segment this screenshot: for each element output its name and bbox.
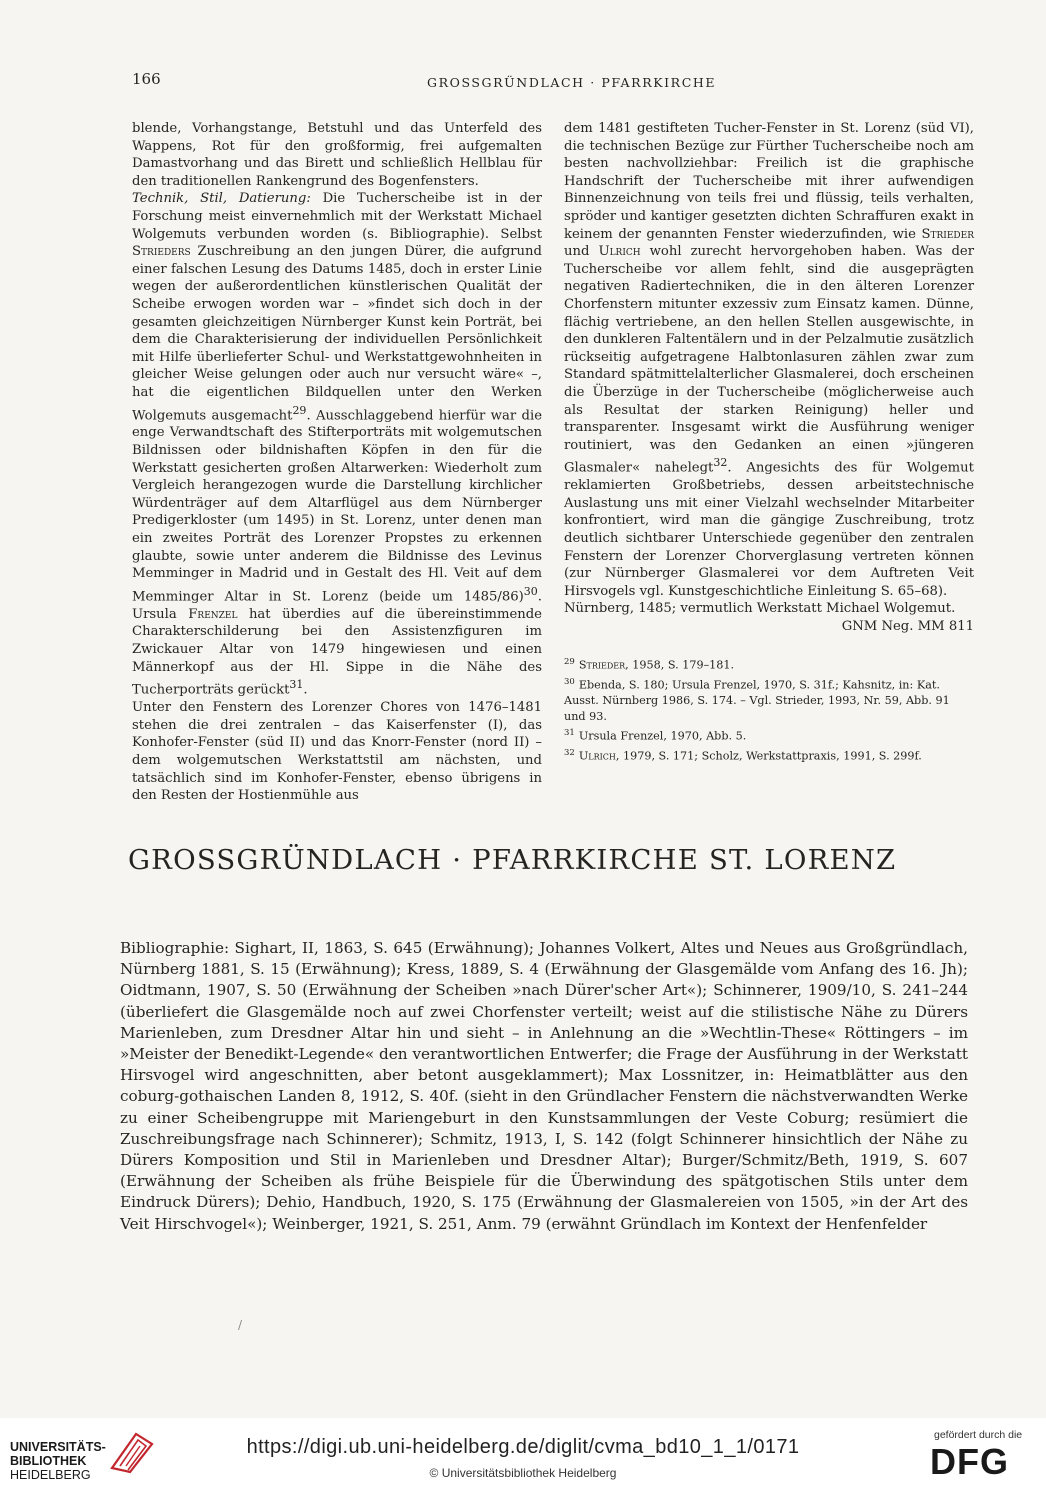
- bibliography: Bibliographie: Sighart, II, 1863, S. 645 (Erwähnung); Johannes Volkert, Altes und Neues aus Großgründlach, Nürnberg 1881, S. 15 (Erwähnung); Kress, 1889, S. 4 (Erwähnung der Glasgemälde vom Anfang des 16. Jh); Oidtmann, 1907, S. 50 (Erwähnung der Scheiben »nach Dürer'scher Art«); Schinnerer, 1909/10, S. 241–244 (überliefert die Glasgemälde noch auf zwei Chorfenster verteilt; weist auf die stilistische Nähe zu Dürers Marienleben, zum Dresdner Altar hin und sieht – in Anlehnung an die »Wechtlin-These« Röttingers – im »Meister der Benedikt-Legende« den verantwortlichen Entwerfer; die Frage der Ausführung in der Werkstatt Hirsvogel wird angeschnitten, aber betont ausgeklammert); Max Lossnitzer, in: Heimatblätter aus den coburg-gothaischen Landen 8, 1912, S. 40f. (sieht in den Gründlacher Fenstern die nächstverwandten Werke zu einer Scheibengruppe mit Mariengeburt in den Kunstsammlungen der Veste Coburg; resümiert die Zuschreibungsfrage nach Schinnerer); Schmitz, 1913, I, S. 142 (folgt Schinnerer hinsichtlich der Nähe zu Dürers Komposition und Stil in Marienleben und Dresdner Altar); Burger/Schmitz/Beth, 1919, S. 607 (Erwähnung der Scheiben als frühe Beispiele für die Überwindung des spätgotischen Stils unter dem Eindruck Dürers); Dehio, Handbuch, 1920, S. 175 (Erwähnung der Glasmalereien von 1505, »in der Art des Veit Hirschvogel«); Weinberger, 1921, S. 251, Anm. 79 (erwähnt Gründlach im Kontext der Henfenfelder: [120, 939, 968, 1233]
- footnote-ref[interactable]: 30: [523, 584, 538, 598]
- document-url[interactable]: https://digi.ub.uni-heidelberg.de/diglit/cvma_bd10_1_1/0171: [246, 1436, 800, 1458]
- section-title: GROSSGRÜNDLACH · PFARRKIRCHE ST. LORENZ: [128, 844, 897, 876]
- left-column: [132, 120, 542, 805]
- footnote-ref[interactable]: 31: [289, 678, 304, 692]
- running-head: GROSSGRÜNDLACH · PFARRKIRCHE: [427, 75, 717, 90]
- footnotes: [564, 655, 974, 766]
- author-name: Strieder: [921, 226, 974, 242]
- footnote: $^{31}$ Ursula Frenzel, 1970, Abb. 5.: [564, 728, 747, 743]
- footnote-ref[interactable]: 29: [292, 403, 307, 417]
- page-number: 166: [132, 70, 161, 88]
- paragraph: blende, Vorhangstange, Betstuhl und das Unterfeld des Wappens, Rot für den großformig, frei aufgemalten Damastvorhang und das Birett und schließlich Hellblau für den traditionellen Rankengrund des Bogenfensters.: [132, 121, 542, 189]
- footnote-ref[interactable]: 32: [713, 456, 728, 470]
- right-column: [564, 120, 974, 636]
- author-name: Strieders: [132, 244, 191, 260]
- paragraph: Unter den Fenstern des Lorenzer Chores von 1476–1481 stehen die drei zentralen – das Kaiserfenster (I), das Konhofer-Fenster (süd II) und das Knorr-Fenster (nord II) – dem wolgemutschen Werkstattstil am nächsten, und tatsächlich sind im Konhofer-Fenster, ebenso übrigens in den Resten der Hostienmühle aus: [132, 700, 542, 804]
- dating-line: Nürnberg, 1485; vermutlich Werkstatt Michael Wolgemut.: [564, 601, 956, 617]
- author-name: Frenzel: [188, 606, 238, 622]
- author-name: Ulrich: [598, 244, 641, 260]
- copyright: © Universitätsbibliothek Heidelberg: [429, 1466, 617, 1480]
- paragraph: Technik, Stil, Datierung: Die Tucherscheibe ist in der Forschung meist einvernehmlich mit der Werkstatt Michael Wolgemuts verbunden worden (s. Bibliographie). Selbst Strieders Zuschreibung an den jungen Dürer, die aufgrund einer falschen Lesung des Datums 1485, doch in erster Linie wegen der außerordentlichen künstlerischen Qualität der Scheibe erwogen worden war – »findet sich doch in der gesamten gleichzeitigen Nürnberger Kunst kein Porträt, bei dem die Charakterisierung der individuellen Persönlichkeit mit Hilfe überlieferter Schul- und Werkstattgewohnheiten in gleicher Weise gelungen oder auch nur versucht wäre« –, hat die eigentlichen Bildquellen unter den Werken Wolgemuts ausgemacht$^{29}$. Ausschlaggebend hierfür war die enge Verwandtschaft des Stifterporträts mit wolgemutschen Bildnissen oder bildnishaften Köpfen in den für die Werkstatt gesicherten großen Altarwerken: Wiederholt zum Vergleich herangezogen wurde die Darstellung kirchlicher Würdenträger auf dem Altarflügel aus dem Nürnberger Predigerkloster (um 1495) in St. Lorenz, unter denen man ein zweites Porträt des Lorenzer Propstes zu erkennen glaubte, sowie unter anderem die Bildnisse des Levinus Memminger in Madrid und in Gestalt des Hl. Veit auf dem Memminger Altar in St. Lorenz (beide um 1485/86)$^{30}$. Ursula Frenzel hat überdies auf die übereinstimmende Charakterschilderung bei den Assistenzfiguren im Zwickauer Altar von 1479 hingewiesen und einen Männerkopf aus der Hl. Sippe in die Nähe des Tucherporträts gerückt$^{31}$.: [132, 191, 542, 698]
- footnote: $^{32}$ Ulrich, 1979, S. 171; Scholz, Werkstattpraxis, 1991, S. 299f.: [564, 748, 922, 763]
- footnote: $^{30}$ Ebenda, S. 180; Ursula Frenzel, 1970, S. 31f.; Kahsnitz, in: Kat. Ausst. Nürnberg 1986, S. 174. – Vgl. Strieder, 1993, Nr. 59, Abb. 91 und 93.: [564, 677, 950, 723]
- dfg-logo[interactable]: DFG: [930, 1441, 1009, 1482]
- paragraph: dem 1481 gestifteten Tucher-Fenster in St. Lorenz (süd VI), die technischen Bezüge zur Fürther Tucherscheibe noch am besten nachvollziehbar: Freilich ist die graphische Handschrift der Tucherscheibe mit ihrer aufwendigen Binnenzeichnung von teils frei und flüssig, teils verhalten, spröder und kantiger gesetzten dichten Schraffuren exakt in keinem der genannten Fenster wiederzufinden, wie Strieder und Ulrich wohl zurecht hervorgehoben haben. Was der Tucherscheibe vor allem fehlt, sind die ausgeprägten negativen Radiertechniken, die in den älteren Lorenzer Chorfenstern mitunter exzessiv zum Einsatz kamen. Dünne, flächig vertriebene, an den hellen Stellen ausgewischte, in den dunkleren Faltentälern und in der Pelzalmutie zusätzlich rückseitig aufgetragene Halbtonlasuren zählen zwar zum Standard spätmittelalterlicher Glasmalerei, doch erscheinen die Überzüge in der Tucherscheibe (möglicherweise auch als Resultat der starken Reinigung) heller und transparenter. Insgesamt wirkt die Ausführung weniger routiniert, was den Gedanken an einen »jüngeren Glasmaler« nahelegt$^{32}$. Angesichts des für Wolgemut reklamierten Großbetriebs, dessen arbeitstechnische Auslastung uns mit einer Vielzahl wechselnder Mitarbeiter konfrontiert, wird man die gängige Zuschreibung, trotz deutlich sichtbarer Unterschiede gegenüber den zentralen Fenstern der Lorenzer Chorverglasung vertreten können (zur Nürnberger Glasmalerei vor dem Auftreten Veit Hirsvogels vgl. Kunstgeschichtliche Einleitung S. 65–68).: [564, 121, 974, 599]
- page-mark: /: [238, 1318, 243, 1332]
- footnote: $^{29}$ Strieder, 1958, S. 179–181.: [564, 657, 735, 672]
- funding-note: gefördert durch die: [934, 1429, 1023, 1441]
- library-logo[interactable]: UNIVERSITÄTS- BIBLIOTHEK HEIDELBERG: [10, 1440, 106, 1482]
- negative-number: GNM Neg. MM 811: [841, 619, 974, 635]
- section-label: Technik, Stil, Datierung:: [132, 191, 311, 207]
